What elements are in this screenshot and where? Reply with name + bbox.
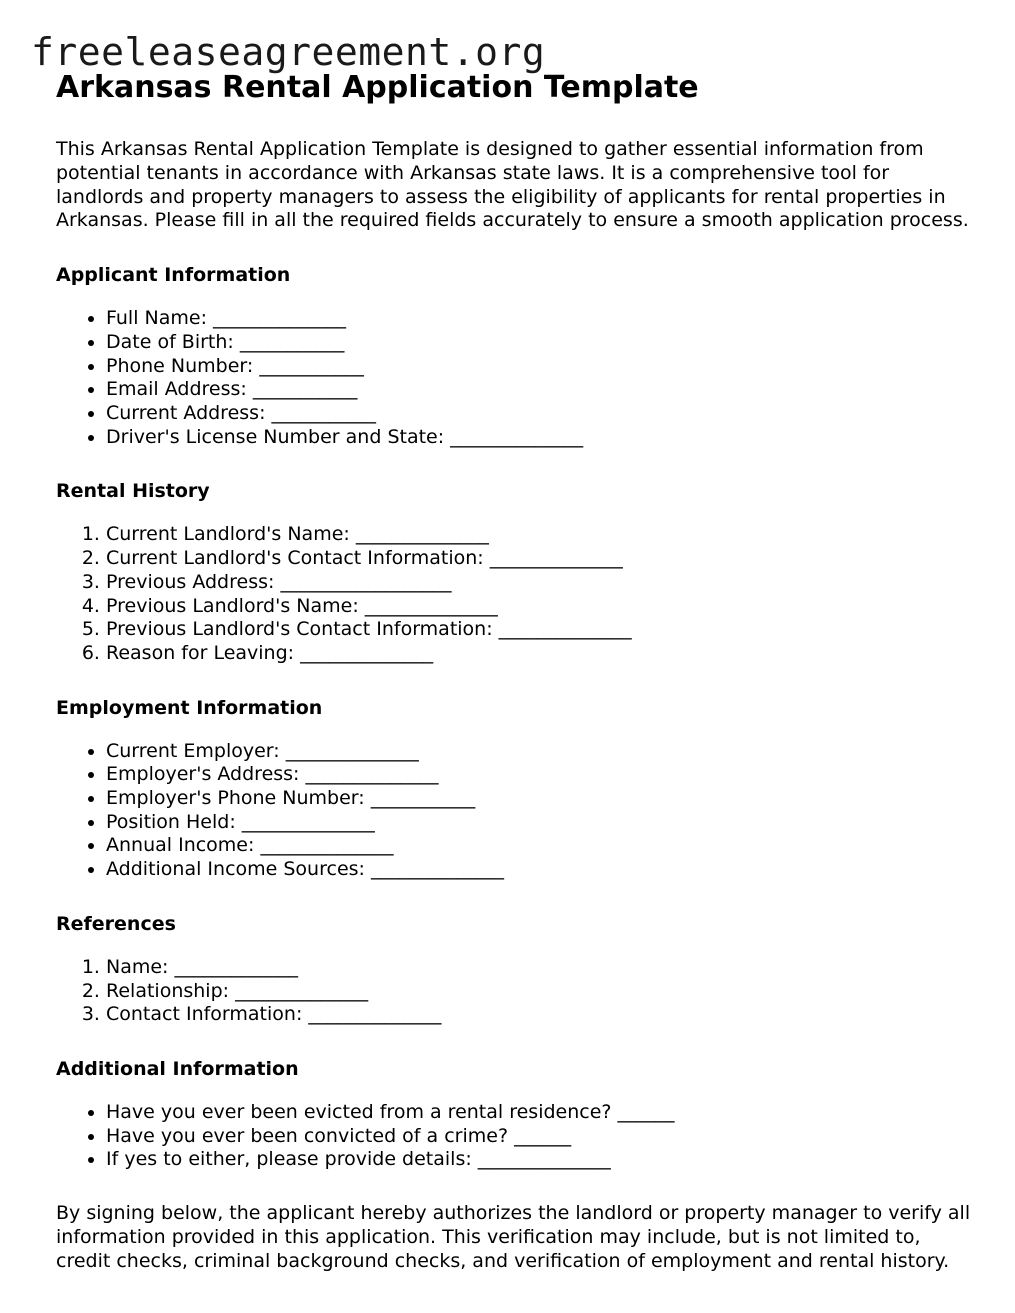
list-item: 1. Name: _____________ xyxy=(106,956,971,980)
site-watermark: freeleaseagreement.org xyxy=(31,30,546,74)
list-item: • Date of Birth: ___________ xyxy=(106,331,971,355)
list-item: • Full Name: ______________ xyxy=(106,307,971,331)
list-item: • Employer's Phone Number: ___________ xyxy=(106,787,971,811)
document-body xyxy=(56,68,971,1273)
list-item: • Phone Number: ___________ xyxy=(106,355,971,379)
list-item: • Have you ever been convicted of a crime? ______ xyxy=(106,1125,971,1149)
list-item: • If yes to either, please provide details: ______________ xyxy=(106,1148,971,1172)
employment-information-list xyxy=(56,740,971,882)
list-item: • Position Held: ______________ xyxy=(106,811,971,835)
list-item: • Current Employer: ______________ xyxy=(106,740,971,764)
references-heading: References xyxy=(56,912,176,935)
rental-history-section xyxy=(56,479,971,665)
list-item: • Driver's License Number and State: ______________ xyxy=(106,426,971,450)
list-item: 2. Current Landlord's Contact Information: ______________ xyxy=(106,547,971,571)
list-item: • Current Address: ___________ xyxy=(106,402,971,426)
references-list xyxy=(56,956,971,1027)
additional-information-list xyxy=(56,1101,971,1172)
list-item: • Annual Income: ______________ xyxy=(106,834,971,858)
applicant-information-list xyxy=(56,307,971,449)
applicant-information-heading: Applicant Information xyxy=(56,264,291,287)
page-title: Arkansas Rental Application Template xyxy=(56,70,699,105)
list-item: • Additional Income Sources: ______________ xyxy=(106,858,971,882)
intro-paragraph: This Arkansas Rental Application Template is designed to gather essential information from potential tenants in accordance with Arkansas state laws. It is a comprehensive tool for landlords and property managers to assess the eligibility of applicants for rental properties in Arkansas. Please fill in all the required fields accurately to ensure a smooth application process. xyxy=(56,138,969,232)
additional-information-heading: Additional Information xyxy=(56,1057,299,1080)
list-item: • Have you ever been evicted from a rental residence? ______ xyxy=(106,1101,971,1125)
rental-history-list xyxy=(56,523,971,665)
references-section xyxy=(56,912,971,1027)
list-item: 6. Reason for Leaving: ______________ xyxy=(106,642,971,666)
list-item: • Email Address: ___________ xyxy=(106,378,971,402)
employment-information-section xyxy=(56,696,971,882)
list-item: 3. Contact Information: ______________ xyxy=(106,1003,971,1027)
applicant-information-section xyxy=(56,263,971,449)
list-item: 1. Current Landlord's Name: ______________ xyxy=(106,523,971,547)
list-item: 4. Previous Landlord's Name: ______________ xyxy=(106,595,971,619)
authorization-paragraph: By signing below, the applicant hereby authorizes the landlord or property manager to verify all information provided in this application. This verification may include, but is not limited to, credit checks, criminal background checks, and verification of employment and rental history. xyxy=(56,1202,971,1272)
rental-history-heading: Rental History xyxy=(56,480,210,503)
employment-information-heading: Employment Information xyxy=(56,696,323,719)
list-item: • Employer's Address: ______________ xyxy=(106,763,971,787)
additional-information-section xyxy=(56,1057,971,1172)
list-item: 2. Relationship: ______________ xyxy=(106,980,971,1004)
list-item: 3. Previous Address: __________________ xyxy=(106,571,971,595)
list-item: 5. Previous Landlord's Contact Information: ______________ xyxy=(106,618,971,642)
